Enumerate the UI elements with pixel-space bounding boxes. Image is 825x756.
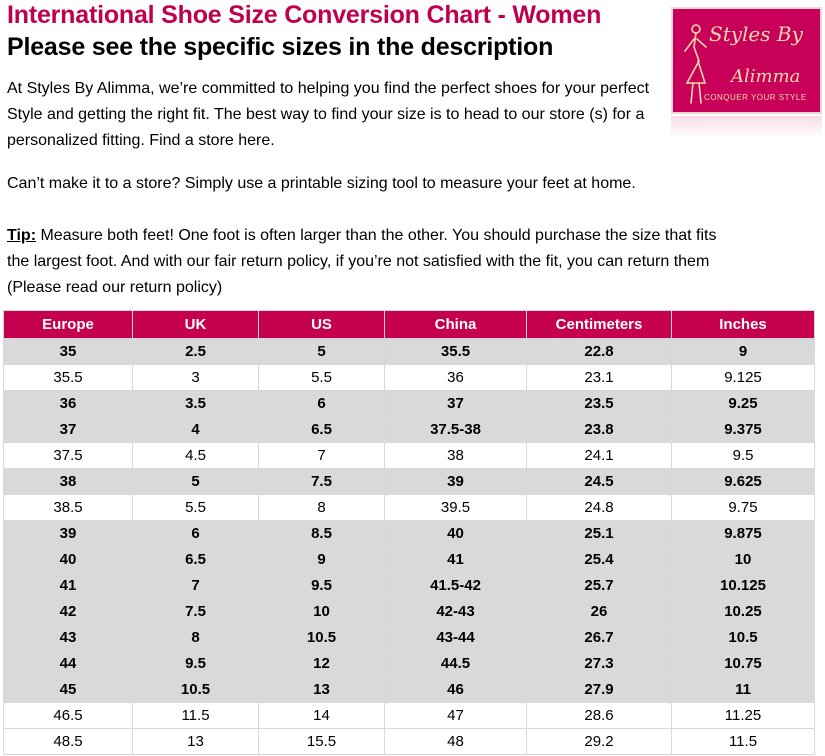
table-row bbox=[4, 729, 815, 755]
cell-europe: 46.5 bbox=[4, 703, 133, 729]
cell-centimeters: 25.1 bbox=[527, 521, 672, 547]
cell-china: 37 bbox=[385, 391, 527, 417]
cell-europe: 35 bbox=[4, 339, 133, 365]
logo-reflection bbox=[671, 116, 822, 138]
table-row bbox=[4, 417, 815, 443]
cell-china: 35.5 bbox=[385, 339, 527, 365]
cell-centimeters: 22.8 bbox=[527, 339, 672, 365]
cell-europe: 39 bbox=[4, 521, 133, 547]
cell-uk: 3 bbox=[133, 365, 259, 391]
cell-inches: 9.5 bbox=[672, 443, 815, 469]
cell-centimeters: 26 bbox=[527, 599, 672, 625]
table-header-row bbox=[4, 311, 815, 339]
cell-inches: 10.25 bbox=[672, 599, 815, 625]
table-row bbox=[4, 677, 815, 703]
cell-europe: 38 bbox=[4, 469, 133, 495]
cell-europe: 40 bbox=[4, 547, 133, 573]
table-row bbox=[4, 625, 815, 651]
cell-uk: 7 bbox=[133, 573, 259, 599]
cell-china: 37.5-38 bbox=[385, 417, 527, 443]
cell-inches: 10 bbox=[672, 547, 815, 573]
cell-centimeters: 25.7 bbox=[527, 573, 672, 599]
cell-uk: 13 bbox=[133, 729, 259, 755]
table-row bbox=[4, 443, 815, 469]
cell-uk: 10.5 bbox=[133, 677, 259, 703]
cell-china: 36 bbox=[385, 365, 527, 391]
cell-centimeters: 27.9 bbox=[527, 677, 672, 703]
cell-centimeters: 24.8 bbox=[527, 495, 672, 521]
cell-inches: 9.875 bbox=[672, 521, 815, 547]
page-subtitle: Please see the specific sizes in the description bbox=[7, 33, 554, 61]
cell-us: 13 bbox=[259, 677, 385, 703]
size-conversion-table bbox=[3, 310, 815, 755]
cell-us: 8 bbox=[259, 495, 385, 521]
cell-inches: 10.5 bbox=[672, 625, 815, 651]
cell-europe: 43 bbox=[4, 625, 133, 651]
table-row bbox=[4, 599, 815, 625]
cell-inches: 9 bbox=[672, 339, 815, 365]
cell-inches: 11.25 bbox=[672, 703, 815, 729]
cell-centimeters: 24.1 bbox=[527, 443, 672, 469]
cell-uk: 8 bbox=[133, 625, 259, 651]
cell-china: 48 bbox=[385, 729, 527, 755]
cell-centimeters: 25.4 bbox=[527, 547, 672, 573]
cell-inches: 11.5 bbox=[672, 729, 815, 755]
cell-china: 47 bbox=[385, 703, 527, 729]
cell-uk: 6.5 bbox=[133, 547, 259, 573]
cell-europe: 36 bbox=[4, 391, 133, 417]
cell-china: 40 bbox=[385, 521, 527, 547]
cell-europe: 45 bbox=[4, 677, 133, 703]
table-row bbox=[4, 495, 815, 521]
header-us: US bbox=[259, 311, 385, 339]
cell-uk: 11.5 bbox=[133, 703, 259, 729]
cell-china: 44.5 bbox=[385, 651, 527, 677]
cell-us: 5.5 bbox=[259, 365, 385, 391]
cell-inches: 9.25 bbox=[672, 391, 815, 417]
cell-europe: 38.5 bbox=[4, 495, 133, 521]
cell-china: 41.5-42 bbox=[385, 573, 527, 599]
intro-paragraph: At Styles By Alimma, we’re committed to helping you find the perfect shoes for your perfect Style and getting the right fit. The best way to find your size is to head to our store (s) for a personalized fitting. Find a store here. bbox=[7, 80, 650, 149]
table-row bbox=[4, 547, 815, 573]
cell-europe: 37 bbox=[4, 417, 133, 443]
cell-china: 43-44 bbox=[385, 625, 527, 651]
cell-china: 46 bbox=[385, 677, 527, 703]
cell-inches: 10.75 bbox=[672, 651, 815, 677]
cell-uk: 5 bbox=[133, 469, 259, 495]
header-centimeters: Centimeters bbox=[527, 311, 672, 339]
cell-us: 6 bbox=[259, 391, 385, 417]
cell-inches: 9.75 bbox=[672, 495, 815, 521]
brand-logo bbox=[671, 7, 822, 114]
cell-inches: 9.375 bbox=[672, 417, 815, 443]
cell-china: 39 bbox=[385, 469, 527, 495]
cell-inches: 9.125 bbox=[672, 365, 815, 391]
tip-label: Tip: bbox=[7, 227, 37, 244]
cell-europe: 48.5 bbox=[4, 729, 133, 755]
cell-us: 7.5 bbox=[259, 469, 385, 495]
cell-us: 9 bbox=[259, 547, 385, 573]
cell-europe: 35.5 bbox=[4, 365, 133, 391]
page-title: International Shoe Size Conversion Chart - Women bbox=[7, 1, 602, 29]
cell-inches: 10.125 bbox=[672, 573, 815, 599]
table-row bbox=[4, 521, 815, 547]
cell-centimeters: 23.5 bbox=[527, 391, 672, 417]
tip-paragraph bbox=[7, 223, 727, 301]
table-row bbox=[4, 391, 815, 417]
logo-tagline: CONQUER YOUR STYLE bbox=[704, 93, 807, 102]
cell-uk: 9.5 bbox=[133, 651, 259, 677]
cell-uk: 4.5 bbox=[133, 443, 259, 469]
tip-text: Measure both feet! One foot is often larger than the other. You should purchase the size that fits the largest foot. And with our fair return policy, if you’re not satisfied with the fit, you can return them (Please read our return policy) bbox=[7, 227, 717, 296]
cell-us: 6.5 bbox=[259, 417, 385, 443]
cell-centimeters: 23.1 bbox=[527, 365, 672, 391]
cell-us: 7 bbox=[259, 443, 385, 469]
table-row bbox=[4, 651, 815, 677]
table-row bbox=[4, 339, 815, 365]
cell-us: 8.5 bbox=[259, 521, 385, 547]
header-uk: UK bbox=[133, 311, 259, 339]
cell-us: 12 bbox=[259, 651, 385, 677]
cell-centimeters: 29.2 bbox=[527, 729, 672, 755]
cell-china: 39.5 bbox=[385, 495, 527, 521]
cell-centimeters: 26.7 bbox=[527, 625, 672, 651]
table-row bbox=[4, 365, 815, 391]
store-note: Can’t make it to a store? Simply use a printable sizing tool to measure your feet at home. bbox=[7, 175, 636, 192]
cell-uk: 2.5 bbox=[133, 339, 259, 365]
cell-centimeters: 23.8 bbox=[527, 417, 672, 443]
table-row bbox=[4, 703, 815, 729]
cell-europe: 44 bbox=[4, 651, 133, 677]
table-row bbox=[4, 469, 815, 495]
cell-centimeters: 24.5 bbox=[527, 469, 672, 495]
cell-uk: 3.5 bbox=[133, 391, 259, 417]
cell-europe: 42 bbox=[4, 599, 133, 625]
cell-centimeters: 27.3 bbox=[527, 651, 672, 677]
cell-china: 41 bbox=[385, 547, 527, 573]
cell-uk: 5.5 bbox=[133, 495, 259, 521]
cell-uk: 6 bbox=[133, 521, 259, 547]
cell-uk: 4 bbox=[133, 417, 259, 443]
cell-inches: 11 bbox=[672, 677, 815, 703]
table-row bbox=[4, 573, 815, 599]
cell-europe: 37.5 bbox=[4, 443, 133, 469]
cell-us: 10.5 bbox=[259, 625, 385, 651]
logo-name-line2: Alimma bbox=[731, 66, 801, 87]
cell-uk: 7.5 bbox=[133, 599, 259, 625]
table-body bbox=[4, 339, 815, 755]
logo-name-line1: Styles By bbox=[709, 22, 803, 46]
cell-us: 9.5 bbox=[259, 573, 385, 599]
header-china: China bbox=[385, 311, 527, 339]
cell-us: 15.5 bbox=[259, 729, 385, 755]
logo-reflection-text: CONQUER YOUR STYLE bbox=[709, 120, 804, 129]
cell-inches: 9.625 bbox=[672, 469, 815, 495]
cell-us: 14 bbox=[259, 703, 385, 729]
header-inches: Inches bbox=[672, 311, 815, 339]
cell-china: 38 bbox=[385, 443, 527, 469]
cell-europe: 41 bbox=[4, 573, 133, 599]
cell-us: 10 bbox=[259, 599, 385, 625]
cell-centimeters: 28.6 bbox=[527, 703, 672, 729]
header-europe: Europe bbox=[4, 311, 133, 339]
cell-us: 5 bbox=[259, 339, 385, 365]
cell-china: 42-43 bbox=[385, 599, 527, 625]
